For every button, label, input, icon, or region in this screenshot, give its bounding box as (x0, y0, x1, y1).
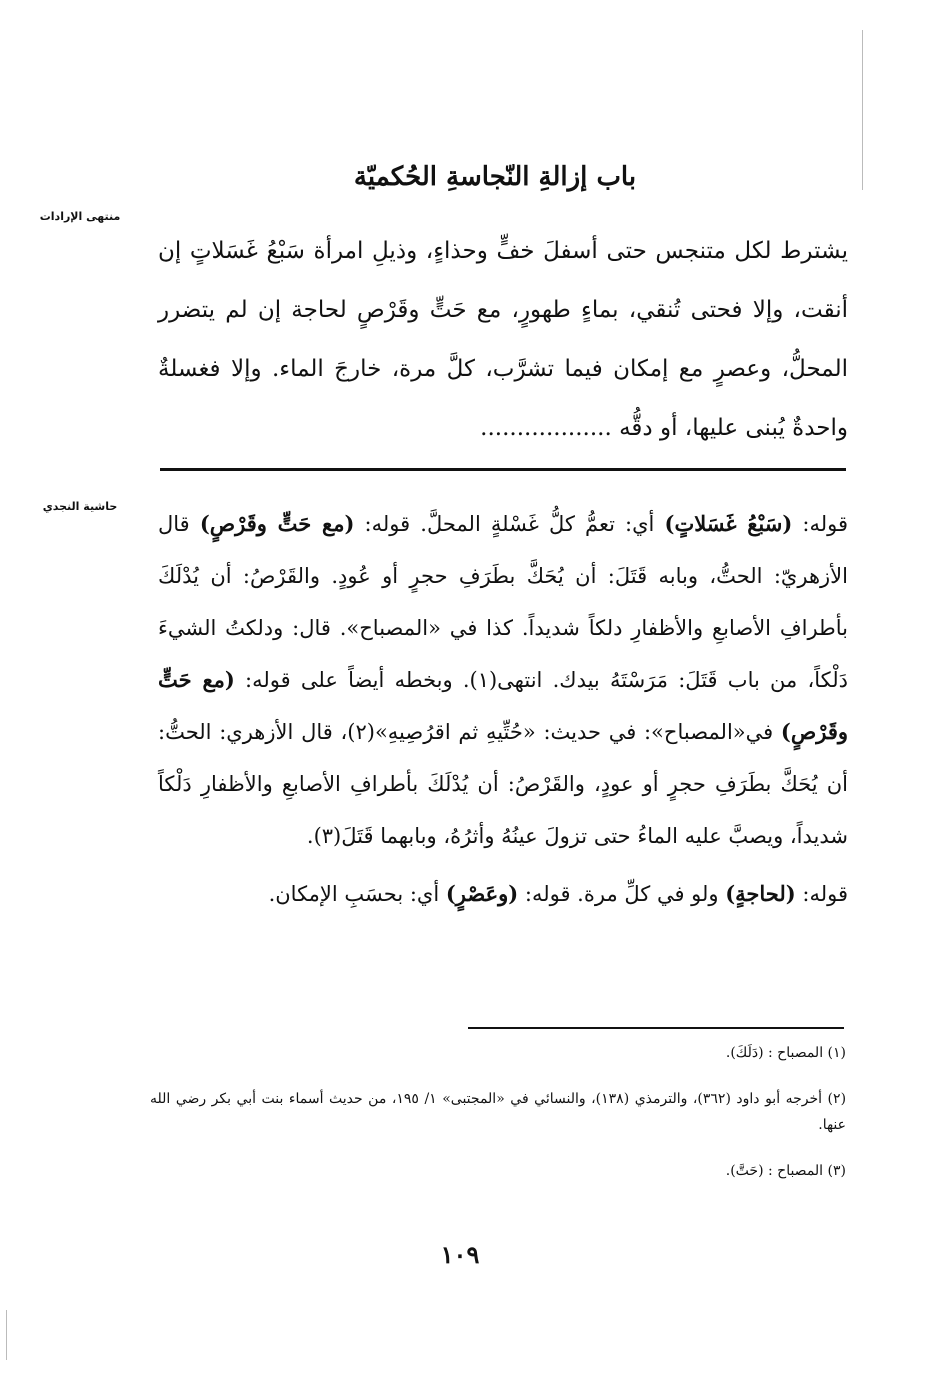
quoted-phrase: (مع حَتٍّ وقَرْصٍ) (158, 667, 848, 744)
scan-edge-mark (862, 30, 863, 190)
chapter-title: باب إزالةِ النّجاسةِ الحُكميّة (353, 162, 637, 192)
commentary-paragraph (158, 868, 848, 920)
quoted-phrase: (مع حَتٍّ وقَرْصٍ) (199, 511, 355, 536)
commentary-paragraph (158, 498, 848, 862)
commentary-text-run: أي: تعمُّ كلُّ غَسْلةٍ المحلَّ. قوله: (354, 512, 665, 536)
footnote-1: (١) المصباح : (دَلَكَ). (725, 1045, 846, 1061)
footnotes (150, 1040, 846, 1204)
commentary-text-run: قوله: (795, 882, 848, 906)
commentary-text (158, 498, 848, 920)
footnote-3: (٣) المصباح : (حَتَّ). (725, 1163, 846, 1179)
side-label-sharh-source: حاشية النجدي (42, 500, 118, 513)
page-number: ١٠٩ (440, 1240, 480, 1269)
footnote-divider (468, 1027, 844, 1029)
footnote-2: (٢) أخرجه أبو داود (٣٦٢)، والترمذي (١٣٨)، والنسائي في «المجتبى» ١/ ١٩٥، من حديث أسماء بنت أبي بكر رضي الله عنها. (150, 1091, 847, 1133)
section-divider (160, 468, 846, 471)
commentary-text-run: ولو في كلِّ مرة. قوله: (518, 882, 726, 906)
commentary-text-run: في«المصباح»: في حديث: «حُتِّيهِ ثم اقرُصِيهِ»(٢)، قال الأزهري: الحتُّ: أن يُحَكَّ بطَرَفِ حجرٍ أو عودٍ، والقَرْصُ: أن يُدْلَكَ بأطرافِ الأصابعِ والأظفارِ دَلْكاً شديداً، ويصبَّ عليه الماءُ حتى تزولَ عينُهُ وأثرُهُ، وبابهما قَتَلَ(٣). (158, 720, 848, 848)
side-label-matn-source: منتهى الإرادات (39, 210, 121, 223)
quoted-phrase: (سَبْعُ غَسَلاتٍ) (664, 511, 793, 536)
commentary-text-run: قوله: (792, 512, 849, 536)
commentary-text-run: قال الأزهريّ: الحتُّ، وبابه قَتَلَ: أن يُحَكَّ بطَرَفِ حجرٍ أو عُودٍ. والقَرْصُ: أن يُدْلَكَ بأطرافِ الأصابعِ والأظفارِ دلكاً شديداً. كذا في «المصباح». قال: ودلكتُ الشيءَ دَلْكاً، من باب قَتَلَ: مَرَسْتَهُ بيدك. انتهى(١). وبخطه أيضاً على قوله: (158, 512, 849, 692)
quoted-phrase: (لحاجةٍ) (725, 881, 796, 906)
scan-edge-mark (6, 1310, 7, 1360)
matn-text: يشترط لكل متنجس حتى أسفلَ خفٍّ وحذاءٍ، وذيلِ امرأة سَبْعُ غَسَلاتٍ إن أنقت، وإلا فحتى تُنقي، بماءٍ طهورٍ، مع حَتٍّ وقَرْصٍ لحاجة إن لم يتضرر المحلُّ، وعصرٍ مع إمكان فيما تشرَّب، كلَّ مرة، خارجَ الماء. وإلا فغسلةٌ واحدةٌ يُبنى عليها، أو دقُّه .................. (158, 238, 848, 441)
quoted-phrase: (وعَصْرٍ) (445, 881, 519, 906)
commentary-text-run: أي: بحسَبِ الإمكان. (268, 882, 446, 906)
